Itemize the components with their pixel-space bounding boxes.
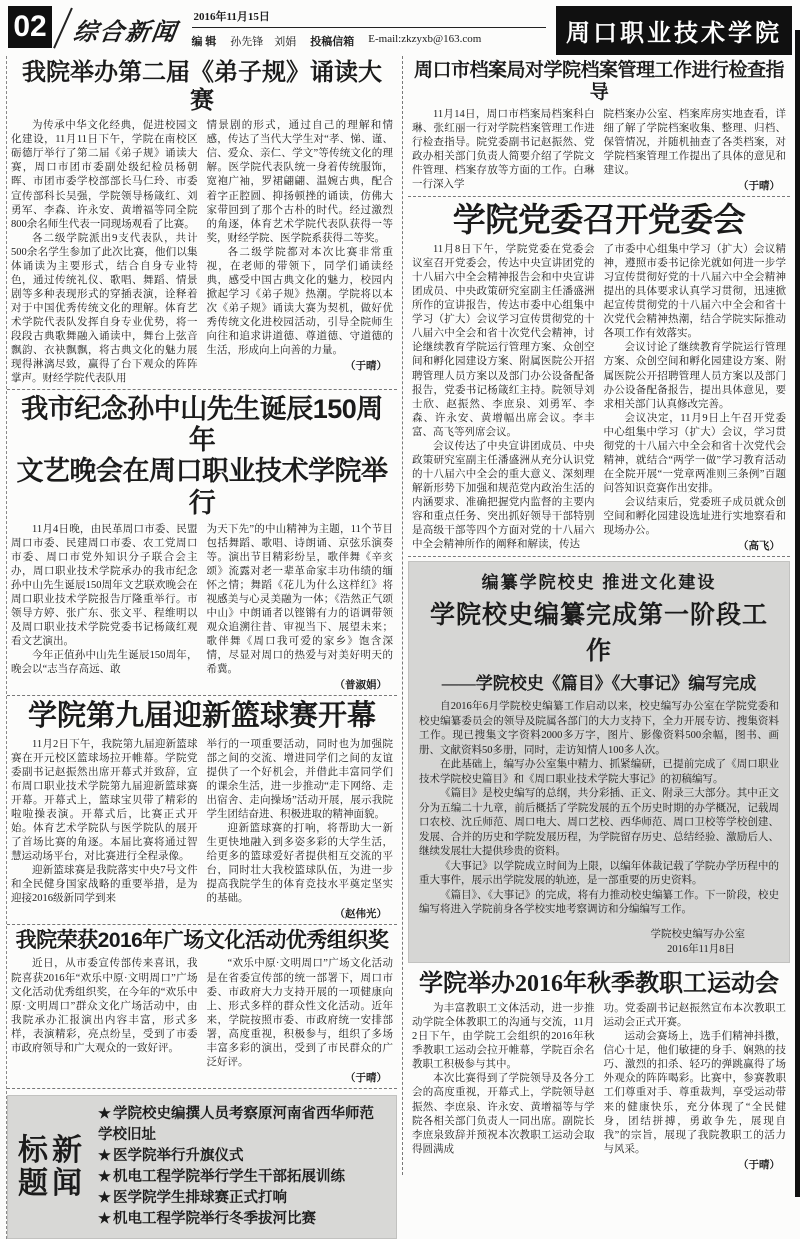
byline: （普淑娟）	[334, 680, 387, 692]
paragraph: 11月2日下午，我院第九届迎新篮球赛在开元校区篮球场拉开帷幕。学院党委副书记赵振然出席开幕式并致辞，宣布周口职业技术学院第九届迎新篮球赛开幕。开幕式上，篮球宝贝带了精彩的啦啦操表演。开幕式后，比赛正式开始。体育艺术学院队与医学院队的展开了首场比赛的角逐。本届比赛将通过智慧运动场平台，对比赛进行全程录像。	[11, 738, 198, 863]
list-item	[98, 1188, 386, 1209]
article-title: 学院第九届迎新篮球赛开幕	[27, 700, 376, 733]
text-column	[604, 243, 787, 553]
list-item	[98, 1104, 386, 1146]
section-title: 综合新闻	[71, 20, 179, 46]
text-column	[11, 957, 198, 1085]
brief-text: 学院校史编撰人员考察原河南省西华师范学校旧址	[98, 1105, 374, 1143]
list-item	[98, 1167, 386, 1188]
article-body	[412, 108, 786, 193]
news-briefs-box	[7, 1095, 397, 1239]
article-archives-inspection	[408, 56, 790, 197]
text-column	[11, 119, 198, 386]
article-subtitle: ——学院校史《篇目》《大事记》编写完成	[441, 674, 757, 694]
issue-date: 2016年11月15日	[193, 11, 270, 23]
text-column	[412, 1002, 595, 1172]
paragraph: 院档案办公室、档案库房实地查看，详细了解了学院档案收集、整理、归档、保管情况，并随机抽查了各类档案，对学院档案管理工作提出了具体的意见和建议。	[603, 108, 786, 176]
article-body	[412, 1002, 786, 1172]
title-line-1: 我市纪念孙中山先生诞辰150周年	[21, 394, 383, 456]
article-basketball-opening	[7, 696, 397, 925]
paragraph: 迎新篮球赛的打响，将帮助大一新生更快地融入到多姿多彩的大学生活，给更多的篮球爱好者提供相互交流的平台，同时壮大我校篮球队伍，为进一步提高我院学生的体育竞技水平奠定坚实的基础。	[206, 822, 393, 905]
article-dizigui-contest	[7, 56, 397, 390]
article-title: 周口市档案局对学院档案管理工作进行检查指导	[413, 60, 784, 103]
paragraph: 各二级学院派出9支代表队，共计500余名学生参加了此次比赛，他们以集体诵读为主要形式，结合自身专业特色，通过传统礼仪、歌唱、舞蹈、情景剧等多种表现形式的穿插表演，诠释着对于中国优秀传统文化的理解。体育艺术学院代表队发挥自身专业优势，将一段段古典歌舞融入诵读中，舞台上弦音飘韵、衣袂飘飘，将古典文化的魅力展现得淋漓尽致，赢得了台下观众的阵阵掌声。财经学院代表队用	[11, 232, 198, 385]
paragraph: 会议结束后，党委班子成员就众创空间和孵化园建设选址进行实地察看和现场办公。	[603, 497, 786, 537]
article-title: 我院荣获2016年广场文化活动优秀组织奖	[15, 929, 389, 953]
article-title: 学院举办2016年秋季教职工运动会	[419, 970, 779, 997]
byline: （于晴）	[738, 181, 780, 192]
signature-date: 2016年11月8日	[667, 943, 735, 955]
header-info	[192, 6, 547, 49]
kicker: 编纂学院校史 推进文化建设	[481, 573, 717, 593]
article-title: 学院校史编纂完成第一阶段工作	[429, 602, 768, 666]
page-header	[0, 0, 800, 54]
article-culture-award	[7, 925, 397, 1089]
text-column	[604, 1002, 787, 1172]
editor-names: 孙先锋 刘娟	[230, 36, 297, 48]
paragraph: 近日，从市委宣传部传来喜讯，我院喜获2016年“欢乐中原·文明周口”广场文化活动优秀组织奖，在今年的“欢乐中原·文明周口”群众文化广场活动中，由我院承办汇报演出内容丰富，形式多样，表演精彩，亮点纷呈，受到了市委市政府领导和广大观众的一致好评。	[11, 958, 198, 1054]
paragraph: 了市委中心组集中学习（扩大）会议精神，遵照市委书记徐光就如何进一步学习宣传贯彻好党的十八届六中全会精神提出的具体要求认真学习贯彻，迅速掀起宣传贯彻党的十八届六中全会和省十次党代会精神热潮，结合学院实际推动各项工作有效落实。	[603, 243, 786, 340]
mailbox-label: 投稿信箱	[310, 36, 355, 48]
article-body	[11, 957, 393, 1085]
byline: （于晴）	[345, 361, 387, 373]
title-line-2: 文艺晚会在周口职业技术学院举行	[16, 456, 388, 518]
paragraph: 《篇目》、《大事记》的完成，将有力推动校史编纂工作。下一阶段，校史编写将进入学院前身各学校实地考察调访和分编编写工作。	[419, 889, 779, 916]
paragraph: 运动会赛场上，选手们精神抖擞，信心十足，他们敏捷的身手、娴熟的技巧、激烈的扣杀、轻巧的弹跳赢得了场外观众的阵阵喝彩。比赛中，参赛教职工们尊重对手、尊重裁判，享受运动带来的健康快乐，充分体现了“全民健身，团结拼搏，勇敢争先，展现自我”的宗旨，展现了我院教职工的活力与风采。	[603, 1031, 786, 1155]
paragraph: “欢乐中原·文明周口”广场文化活动是在省委宣传部的统一部署下，周口市委、市政府大力支持开展的一项健康向上、形式多样的群众性文化活动。近年来，学院按照市委、市政府统一安排部署，高度重视，积极参与，组织了多场丰富多彩的演出，受到了市民群众的广泛好评。	[206, 958, 393, 1068]
brief-text: 机电工程学院举行学生干部拓展训练	[113, 1169, 345, 1186]
news-briefs-list	[98, 1104, 386, 1230]
paragraph: 11月4日晚，由民革周口市委、民盟周口市委、民建周口市委、农工党周口市委、周口市党外知识分子联合会主办，周口职业技术学院承办的我市纪念孙中山先生诞辰150周年文艺联欢晚会在周口职业技术学院报告厅隆重举行。市领导方婷、张广东、张文平、程维明以及周口职业技术学院党委书记杨箴红观看文艺演出。	[11, 523, 198, 648]
paragraph: 本次比赛得到了学院领导及各分工会的高度重视，开幕式上，学院领导赵振然、李庶泉、许永安、黄增福等与学院各相关部门负责人一同出席。副院长李庶泉致辞并预祝本次教职工运动会取得圆满成	[412, 1073, 595, 1155]
page-body	[0, 54, 800, 1239]
paragraph: 《篇目》是校史编写的总纲，共分彩插、正文、附录三大部分。其中正文分为五编二十九章，前后概括了学院发展的五个历史时期的办学概况，记载周口农校、沈丘师范、周口电大、周口艺校、西华师范、周口卫校等学校创建、发展、合并的历史和学院发展历程，为学院留存历史、总结经验、激励后人、继续发展壮大提供珍贵的资料。	[419, 788, 779, 858]
byline: （赵伟光）	[334, 909, 387, 921]
article-body	[11, 119, 393, 386]
page-edge-bar	[795, 30, 800, 1197]
masthead: 周口职业技术学院	[556, 6, 792, 55]
slash-divider	[53, 8, 72, 49]
editor-line	[192, 28, 547, 49]
article-party-committee-meeting	[408, 197, 790, 557]
paragraph: 情景剧的形式，通过自己的理解和情感，传达了当代大学生对“孝、悌、谨、信、爱众、亲仁、学文”等传统文化的理解。医学院代表队统一身着传统服饰，宽袍广袖，罗裙翩翩、温婉古典，配合着字正腔圆、抑扬顿挫的诵读，仿佛大家带回到了那个古朴的时代。经过激烈的角逐，体育艺术学院代表队获得一等奖，财经学院、医学院系获得二等奖。	[206, 120, 393, 244]
paragraph: 为丰富教职工文体活动，进一步推动学院全体教职工的沟通与交流，11月2日下午，由学院工会组织的2016年秋季教职工运动会拉开帷幕，学院百余名教职工积极参与其中。	[412, 1003, 595, 1071]
article-title	[11, 394, 393, 518]
article-body	[412, 243, 786, 553]
paragraph: 11月8日下午，学院党委在党委会议室召开党委会，传达中央宣讲团党的十八届六中全会精神报告会和中央宣讲团成员、中央政策研究室副主任潘盛洲所作的宣讲报告，传达市委中心组集中学习（扩大）会议学习宣传贯彻党的十八届六中全会和省十次党代会精神，讨论继续教育学院运行管理方案、众创空间和孵化园建设方案、附属医院公开招聘管理人员方案以及部门办公设备配备报告，党委书记杨箴红主持。院领导刘士欣、赵振然、李庶泉、刘勇军、李森、许永安、黄增幅出席会议。李丰富、高飞等列席会议。	[412, 243, 595, 438]
article-body	[11, 523, 393, 693]
paragraph: 会议讨论了继续教育学院运行管理方案、众创空间和孵化园建设方案、附属医院公开招聘管理人员方案以及部门办公设备配备报告，提出具体意见，要求相关部门认真修改完善。	[603, 342, 786, 410]
text-column	[412, 243, 595, 553]
paragraph: 迎新篮球赛是我院落实中央7号文件和全民健身国家战略的重要举措，是为迎接2016级新同学到来	[11, 865, 198, 905]
right-column	[402, 56, 790, 1175]
paragraph: 功。党委副书记赵振然宣布本次教职工运动会正式开赛。	[603, 1003, 786, 1029]
byline: （高飞）	[738, 541, 780, 553]
paragraph: 自2016年6月学院校史编纂工作启动以来，校史编写办公室在学院党委和校史编纂委员会的领导及院属各部门的大力支持下，全力开展专访、搜集资料工作。现已搜集文字资料2000多万字，图片、影像资料500余幅，图书、画册、文献资料50多册，同时，走访知情人100多人次。	[419, 701, 779, 756]
paragraph: 在此基础上，编写办公室集中精力、抓紧编研，已提前完成了《周口职业技术学院校史篇目》和《周口职业技术学院大事记》的初稿编写。	[419, 759, 779, 785]
text-column	[207, 957, 394, 1085]
paragraph: 会议传达了中央宣讲团成员、中央政策研究室副主任潘盛洲从充分认识党的十八届六中全会的重大意义、深刻理解新形势下加强和规范党内政治生活的内涵要求、准确把握党内监督的主要内容和重点任务、突出抓好领导干部特别是高级干部等四个方面对党的十八届六中全会精神所作的阐释和解读，传达	[412, 440, 595, 551]
label-line-1: 标新	[18, 1134, 86, 1168]
article-body	[11, 738, 393, 922]
star-icon: ★	[98, 1190, 111, 1207]
star-icon: ★	[98, 1148, 111, 1165]
byline: （于晴）	[738, 1159, 780, 1171]
paragraph: 今年正值孙中山先生诞辰150周年，晚会以“志当存高远、敢	[11, 650, 198, 676]
text-column	[207, 119, 394, 386]
school-history-box	[408, 561, 790, 962]
text-column	[11, 738, 198, 922]
text-column	[11, 523, 198, 693]
paragraph: 为天下先”的中山精神为主题，11个节目包括舞蹈、歌唱、诗朗诵、京弦乐演奏等。演出节目精彩纷呈，歌伴舞《辛亥颂》流露对老一辈革命家丰功伟绩的缅怀之情；舞蹈《花儿为什么这样红》将视感美与心灵美融为一体；《浩然正气颂中山》中朗诵者以铿锵有力的语调带领观众追溯往昔、审视当下、展望未来；歌伴舞《周口我可爱的家乡》饱含深情，尽显对周口的热爱与对美好明天的希冀。	[206, 523, 393, 676]
paragraph: 各二级学院都对本次比赛非常重视，在老师的带领下，同学们诵读经典，感受中国古典文化的魅力，校园内掀起学习《弟子规》热潮。学院将以本次《弟子规》诵读大赛为契机，做好优秀传统文化进校园活动，引导全院师生向往和追求讲道德、尊道德、守道德的生活，形成向上向善的力量。	[206, 246, 393, 357]
paragraph: 为传承中华文化经典，促进校园文化建设，11月11日下午，学院在南校区砺德厅举行了第二届《弟子规》诵读大赛，周口市团市委副处级纪检员杨朝晖、市团市委学校部部长马仁玲、市委宣传部科长吴强，学院领导杨箴红、刘勇军、李森、许永安、黄增福等同全院800余名师生代表一同现场观看了比赛。	[11, 120, 198, 230]
editor-label: 编 辑	[191, 36, 217, 48]
text-column	[412, 108, 595, 193]
news-briefs-label	[18, 1134, 86, 1200]
byline: （于晴）	[345, 1072, 387, 1084]
article-staff-sports-meeting	[408, 967, 790, 1175]
article-sunyatsen-gala	[7, 390, 397, 696]
paragraph: 举行的一项重要活动，同时也为加强院部之间的交流、增进同学们之间的友谊提供了一个好机会，并借此丰富同学们的课余生活，进一步推动“走下网络、走出宿舍、走向操场”活动开展，展示我院学生团结奋进、积极进取的精神面貌。	[206, 738, 393, 820]
star-icon: ★	[98, 1105, 111, 1122]
text-column	[604, 108, 787, 193]
brief-text: 机电工程学院举行冬季拔河比赛	[113, 1211, 316, 1228]
article-body	[419, 700, 779, 917]
paragraph: 11月14日，周口市档案局档案科白琳、张红丽一行对学院档案管理工作进行检查指导。院党委副书记赵振然、党政办相关部门负责人简要介绍了学院文件管理、档案存放等方面的工作。白琳一行深入学	[412, 108, 595, 190]
page-number: 02	[8, 6, 52, 48]
label-line-2: 题闻	[18, 1167, 86, 1201]
mailbox-email: E-mail:zkzyxb@163.com	[368, 33, 482, 45]
paragraph: 《大事记》以学院成立时间为上限，以编年体裁记载了学院办学历程中的重大事件，展示出学院发展的轨迹，是一部重要的历史资料。	[419, 860, 779, 887]
text-column	[207, 523, 394, 693]
star-icon: ★	[98, 1211, 111, 1228]
article-title: 学院党委召开党委会	[452, 201, 746, 238]
brief-text: 医学院举行升旗仪式	[113, 1148, 244, 1165]
left-column	[6, 56, 397, 1239]
signature: 学院校史编写办公室	[650, 928, 745, 940]
list-item	[98, 1146, 386, 1167]
paragraph: 会议决定，11月9日上午召开党委中心组集中学习（扩大）会议，学习贯彻党的十八届六中全会和省十次党代会精神，就结合“两学一做”学习教育活动在全院开展“一党章两准则三条例”百题问答知识竞赛作出安排。	[603, 412, 786, 494]
article-title: 我院举办第二届《弟子规》诵读大赛	[22, 60, 382, 114]
star-icon: ★	[98, 1169, 111, 1186]
text-column	[207, 738, 394, 922]
list-item	[98, 1209, 386, 1230]
brief-text: 医学院学生排球赛正式打响	[113, 1190, 287, 1207]
